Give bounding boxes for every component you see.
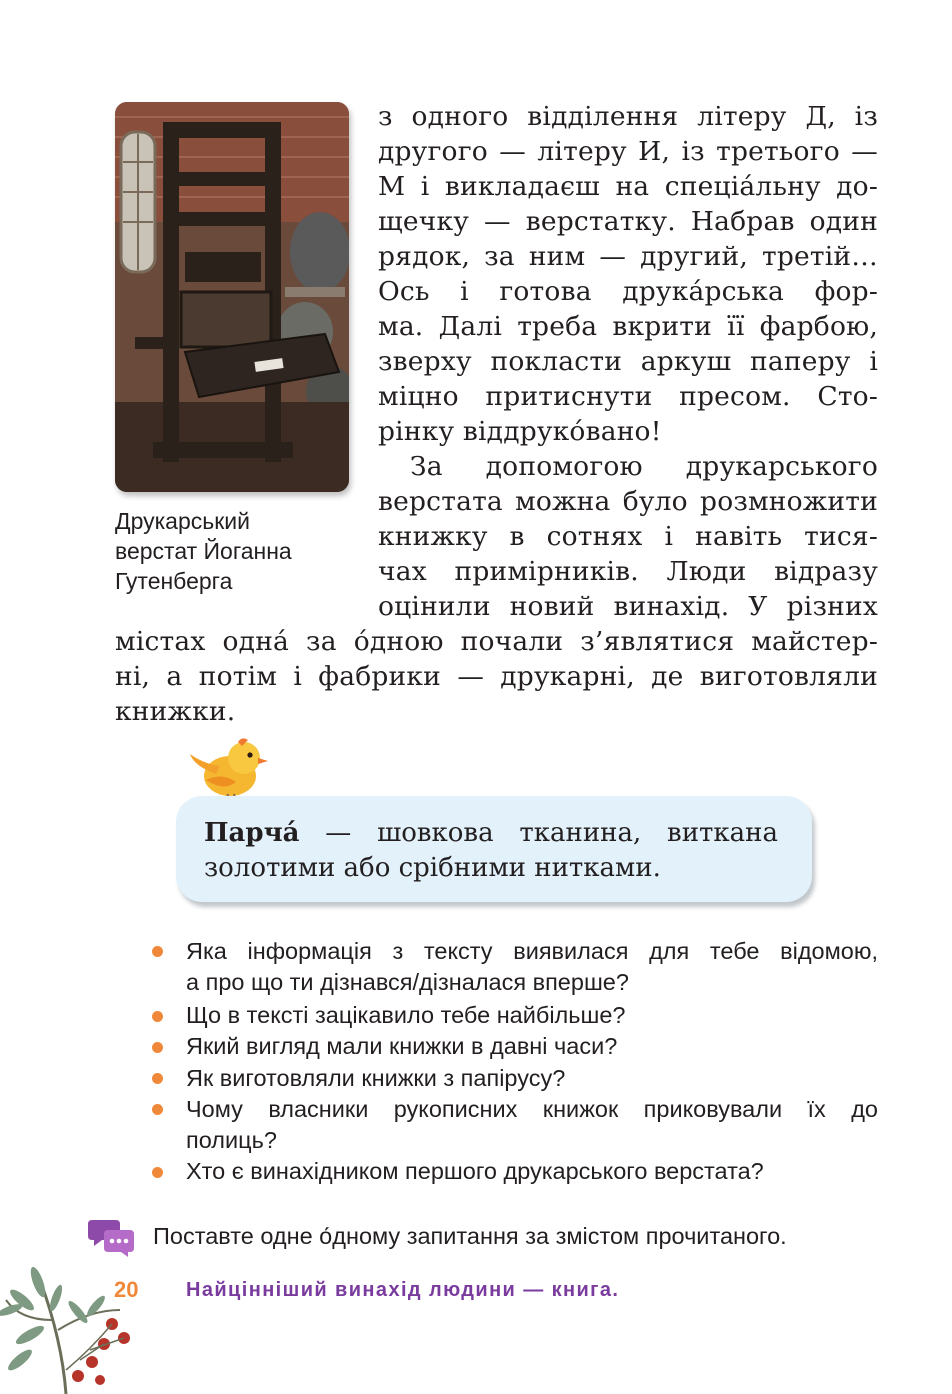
text-line: верстата можна було розмножити <box>378 486 878 517</box>
text-line: книжку в сотнях і навіть тися- <box>378 521 878 552</box>
question-line: Як виготовляли книжки з папірусу? <box>186 1065 566 1091</box>
discussion-task: Поставте одне о́дному запитання за змістом прочитаного. <box>153 1223 787 1249</box>
text-line: міцно притиснути пресом. Сто- <box>378 381 878 412</box>
text-line: рінку віддруко́вано! <box>378 416 662 447</box>
chat-bubbles-icon <box>88 1216 136 1258</box>
question-line: Яка інформація з тексту виявилася для тебе відомою, <box>186 938 878 964</box>
printing-press-image <box>115 102 349 492</box>
question-line: полиць? <box>186 1127 277 1153</box>
question-line: Хто є винахідником першого друкарського верстата? <box>186 1158 764 1184</box>
text-line: другого — літеру И, із третього — <box>378 136 878 167</box>
question-line: Який вигляд мали книжки в давні часи? <box>186 1033 618 1059</box>
text-line: чах примірників. Люди відразу <box>378 556 878 587</box>
text-line: Ось і готова друка́рська фор- <box>378 276 878 307</box>
question-line: а про що ти дізнався/дізналася вперше? <box>186 969 629 995</box>
bullet-icon <box>152 1011 163 1022</box>
question-line: Чому власники рукописних книжок приковували їх до <box>186 1096 878 1122</box>
question-line: Що в тексті зацікавило тебе найбільше? <box>186 1002 626 1028</box>
definition-term: Парча́ <box>204 818 300 848</box>
text-line: з одного відділення літеру Д, із <box>378 101 878 132</box>
page-number: 20 <box>114 1277 139 1302</box>
text-line: ні, а потім і фабрики — друкарні, де виготовляли <box>115 661 878 692</box>
text-line: щечку — верстатку. Набрав один <box>378 206 878 237</box>
definition-text: — шовкова тканина, виткана <box>299 818 778 848</box>
text-line: М і викладаєш на спеціа́льну до- <box>378 171 878 202</box>
caption-line: верстат Йоганна <box>115 538 292 564</box>
printing-press-photo <box>115 102 349 492</box>
caption-line: Гутенберга <box>115 568 233 594</box>
text-line: рядок, за ним — другий, третій… <box>378 241 878 272</box>
text-line: книжки. <box>115 696 236 727</box>
bullet-icon <box>152 1167 163 1178</box>
chapter-title: Найцінніший винахід людини — книга. <box>186 1279 620 1301</box>
bullet-icon <box>152 946 163 957</box>
bullet-icon <box>152 1104 163 1115</box>
text-line: ма. Далі треба вкрити її фарбою, <box>378 311 878 342</box>
text-line: оцінили новий винахід. У різних <box>378 591 878 622</box>
text-line: зверху покласти аркуш паперу і <box>378 346 878 377</box>
definition-box <box>176 796 812 902</box>
definition-line <box>204 816 778 850</box>
caption-line: Друкарський <box>115 508 251 534</box>
text-line: За допомогою друкарського <box>410 451 878 482</box>
photo-caption <box>115 506 355 596</box>
text-line: містах одна́ за о́дною почали з’являтися майстер- <box>115 626 878 657</box>
definition-line: золотими або срібними нитками. <box>204 853 661 883</box>
bullet-icon <box>152 1073 163 1084</box>
bullet-icon <box>152 1042 163 1053</box>
